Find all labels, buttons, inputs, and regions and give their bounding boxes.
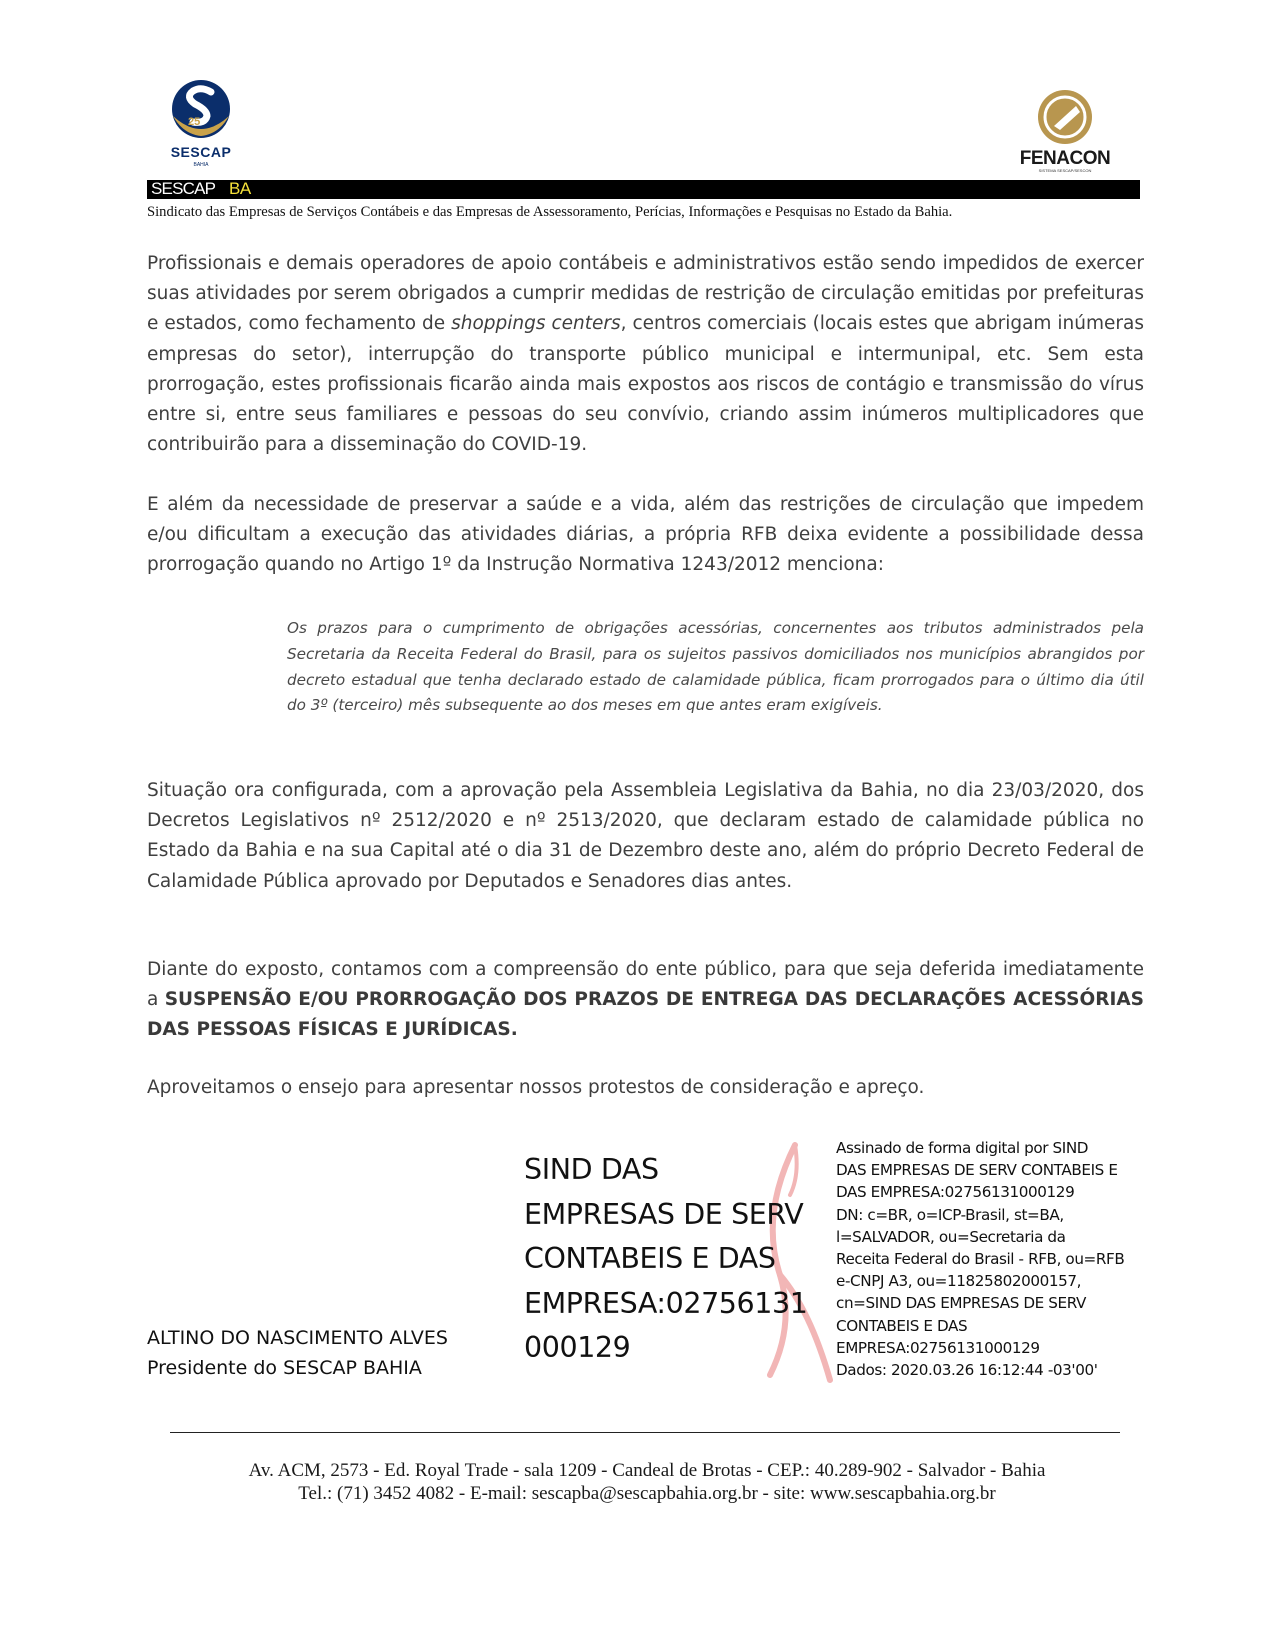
paragraph-4 <box>147 955 1144 1046</box>
signature-info-line: l=SALVADOR, ou=Secretaria da <box>836 1227 1066 1246</box>
signature-info-line: DAS EMPRESAS DE SERV CONTABEIS E <box>836 1161 1118 1180</box>
signature-info-line: cn=SIND DAS EMPRESAS DE SERV <box>836 1294 1087 1313</box>
fenacon-logo <box>1010 88 1120 173</box>
stamp-line: CONTABEIS E DAS <box>524 1242 776 1275</box>
paragraph-4-bold: SUSPENSÃO E/OU PRORROGAÇÃO DOS PRAZOS DE ENTREGA DAS DECLARAÇÕES ACESSÓRIAS DAS PESSOAS FÍSICAS E JURÍDICAS. <box>147 989 1144 1041</box>
stamp-line: 000129 <box>524 1331 631 1364</box>
stamp-line: EMPRESAS DE SERV <box>524 1197 804 1231</box>
sescap-logo-text: SESCAP <box>170 144 232 160</box>
header-bar-sescap: SESCAP <box>151 179 216 198</box>
sescap-logo-small-text: BAHIA <box>193 162 209 168</box>
signature-info-line: DN: c=BR, o=ICP-Brasil, st=BA, <box>836 1205 1064 1224</box>
signature-info-line: EMPRESA:02756131000129 <box>836 1338 1040 1357</box>
header-bar-ba: BA <box>229 179 251 198</box>
paragraph-4-text: Diante do exposto, contamos com a compreensão do ente público, para que seja deferida imediatamente a <box>147 959 1144 1011</box>
signature-details <box>836 1137 1146 1381</box>
paragraph-1-text-b: , centros comerciais (locais estes que abrigam inúmeras empresas do setor), interrupção do transporte público municipal e intermunipal, etc. Sem esta prorrogação, estes profissionais ficarão ainda mais expostos aos riscos de contágio e transmissão do vírus entre si, entre seus familiares e pessoas do seu convívio, criando assim inúmeros multiplicadores que contribuirão para a disseminação do COVID-19. <box>147 313 1144 456</box>
signer-title: Presidente do SESCAP BAHIA <box>147 1357 422 1379</box>
footer-address: Av. ACM, 2573 - Ed. Royal Trade - sala 1209 - Candeal de Brotas - CEP.: 40.289-902 - Salvador - Bahia <box>248 1460 1046 1481</box>
paragraph-1-text-a: Profissionais e demais operadores de apoio contábeis e administrativos estão sendo impedidos de exercer suas atividades por serem obrigados a cumprir medidas de restrição de circulação emitidas por prefeituras e estados, como fechamento de <box>147 253 1144 335</box>
sescap-emblem-icon <box>165 78 237 144</box>
paragraph-1-italic: shoppings centers <box>451 313 621 335</box>
signature-info-line: Assinado de forma digital por SIND <box>836 1139 1089 1157</box>
header-bar <box>147 180 1140 199</box>
svg-text:25: 25 <box>188 116 201 128</box>
stamp-line: EMPRESA:02756131 <box>524 1286 808 1320</box>
signer-name: ALTINO DO NASCIMENTO ALVES <box>147 1327 448 1349</box>
paragraph-2: E além da necessidade de preservar a saúde e a vida, além das restrições de circulação que impedem e/ou dificultam a execução das atividades diárias, a própria RFB deixa evidente a possibilidade dessa prorrogação quando no Artigo 1º da Instrução Normativa 1243/2012 menciona: <box>147 494 1144 576</box>
signature-info-line: CONTABEIS E DAS <box>836 1316 968 1335</box>
sescap-logo <box>165 78 237 168</box>
footer-divider <box>170 1432 1120 1433</box>
paragraph-1 <box>147 249 1144 460</box>
paragraph-5: Aproveitamos o ensejo para apresentar nossos protestos de consideração e apreço. <box>147 1077 925 1098</box>
fenacon-logo-small-text: SISTEMA SESCAP/SESCON <box>1038 168 1092 173</box>
signature-info-line: Receita Federal do Brasil - RFB, ou=RFB <box>836 1250 1125 1269</box>
footer-contact: Tel.: (71) 3452 4082 - E-mail: sescapba@sescapbahia.org.br - site: www.sescapbahia.org.br <box>298 1483 996 1504</box>
signature-info-line: Dados: 2020.03.26 16:12:44 -03'00' <box>836 1361 1098 1380</box>
legal-quote: Os prazos para o cumprimento de obrigações acessórias, concernentes aos tributos administrados pela Secretaria da Receita Federal do Brasil, para os sujeitos passivos domiciliados nos municípios abrangidos por decreto estadual que tenha declarado estado de calamidade pública, ficam prorrogados para o último dia útil do 3º (terceiro) mês subsequente ao dos meses em que antes eram exigíveis. <box>287 619 1144 715</box>
signature-info-line: e-CNPJ A3, ou=11825802000157, <box>836 1272 1082 1291</box>
fenacon-logo-text: FENACON <box>1019 148 1111 169</box>
stamp-line: SIND DAS <box>524 1153 659 1186</box>
signature-info-line: DAS EMPRESA:02756131000129 <box>836 1183 1075 1202</box>
signature-stamp <box>524 1148 807 1371</box>
paragraph-3: Situação ora configurada, com a aprovação pela Assembleia Legislativa da Bahia, no dia 23/03/2020, dos Decretos Legislativos nº 2512/2020 e nº 2513/2020, que declaram estado de calamidade pública no Estado da Bahia e na sua Capital até o dia 31 de Dezembro deste ano, além do próprio Decreto Federal de Calamidade Pública aprovado por Deputados e Senadores dias antes. <box>147 780 1144 892</box>
header-subtitle: Sindicato das Empresas de Serviços Contábeis e das Empresas de Assessoramento, Perícias, Informações e Pesquisas no Estado da Bahia. <box>147 204 953 220</box>
fenacon-emblem-icon <box>1010 88 1120 148</box>
signer-block <box>147 1323 448 1383</box>
